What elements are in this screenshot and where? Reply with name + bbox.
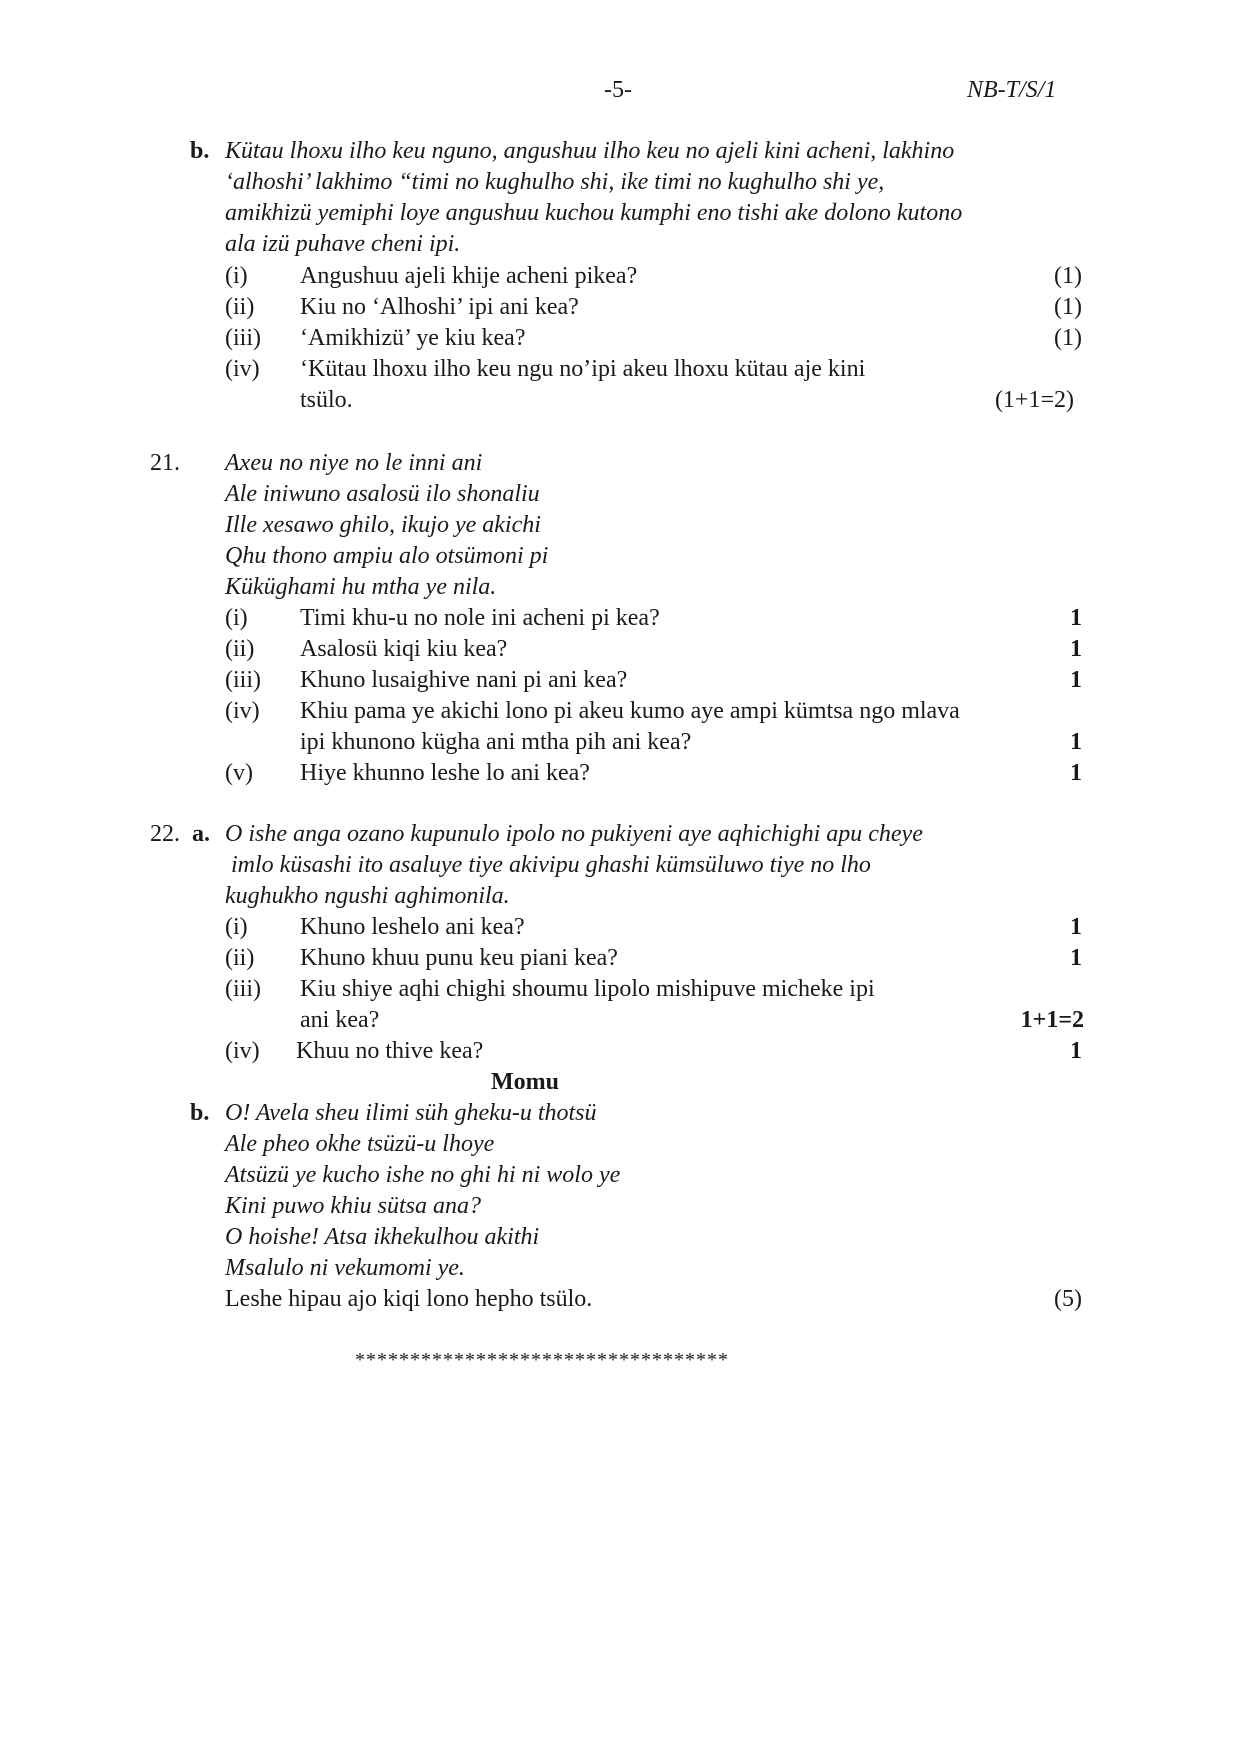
item-marks: (5) <box>1054 1286 1082 1312</box>
item-text-continued: ani kea? <box>300 1007 380 1033</box>
item-marks: 1 <box>1070 945 1082 971</box>
item-number: (i) <box>225 605 248 631</box>
q20b-passage-line: Kütau lhoxu ilho keu nguno, angushuu ilho keu no ajeli kini acheni, lakhino <box>225 138 955 164</box>
q21-poem-line: Ale iniwuno asalosü ilo shonaliu <box>225 481 540 507</box>
item-marks: 1 <box>1070 914 1082 940</box>
item-number: (iii) <box>225 667 261 693</box>
item-text: Angushuu ajeli khije acheni pikea? <box>300 263 638 289</box>
q21-poem-line: Küküghami hu mtha ye nila. <box>225 574 497 600</box>
q22a-label: a. <box>192 821 210 847</box>
item-text: ‘Kütau lhoxu ilho keu ngu no’ipi akeu lhoxu kütau aje kini <box>300 356 866 382</box>
item-marks: (1) <box>1054 263 1082 289</box>
item-marks: 1 <box>1070 760 1082 786</box>
item-number: (iv) <box>225 356 260 382</box>
q22b-poem-line: Kini puwo khiu sütsa ana? <box>225 1193 482 1219</box>
item-marks: (1) <box>1054 325 1082 351</box>
q22b-label: b. <box>190 1100 210 1126</box>
item-number: (i) <box>225 263 248 289</box>
item-text: Asalosü kiqi kiu kea? <box>300 636 508 662</box>
paper-code: NB-T/S/1 <box>967 77 1057 103</box>
item-number: (iii) <box>225 325 261 351</box>
item-number: (ii) <box>225 636 255 662</box>
item-number: (ii) <box>225 294 255 320</box>
item-marks: 1 <box>1070 1038 1082 1064</box>
q22a-passage-line: O ishe anga ozano kupunulo ipolo no pukiyeni aye aqhichighi apu cheye <box>225 821 923 847</box>
q22b-poem-line: O! Avela sheu ilimi süh gheku-u thotsü <box>225 1100 597 1126</box>
q22b-poem-line: Ale pheo okhe tsüzü-u lhoye <box>225 1131 495 1157</box>
q21-poem-line: Axeu no niye no le inni ani <box>225 450 483 476</box>
q20b-passage-line: amikhizü yemiphi loye angushuu kuchou kumphi eno tishi ake dolono kutono <box>225 200 963 226</box>
or-separator: Momu <box>491 1069 559 1095</box>
q22b-poem-line: Msalulo ni vekumomi ye. <box>225 1255 465 1281</box>
q22b-instruction: Leshe hipau ajo kiqi lono hepho tsülo. <box>225 1286 593 1312</box>
item-text: Khuno lusaighive nani pi ani kea? <box>300 667 628 693</box>
item-text-continued: ipi khunono kügha ani mtha pih ani kea? <box>300 729 692 755</box>
item-number: (i) <box>225 914 248 940</box>
item-text: Khuno leshelo ani kea? <box>300 914 525 940</box>
q21-poem-line: Ille xesawo ghilo, ikujo ye akichi <box>225 512 541 538</box>
item-marks: 1 <box>1070 605 1082 631</box>
q21-poem-line: Qhu thono ampiu alo otsümoni pi <box>225 543 549 569</box>
item-text: Timi khu-u no nole ini acheni pi kea? <box>300 605 660 631</box>
item-number: (iv) <box>225 698 260 724</box>
item-number: (ii) <box>225 945 255 971</box>
page-number: -5- <box>604 77 632 103</box>
end-of-paper-marker: ********************************** <box>355 1349 729 1371</box>
item-number: (v) <box>225 760 253 786</box>
item-marks: 1+1=2 <box>1020 1007 1084 1033</box>
item-number: (iv) <box>225 1038 260 1064</box>
q22b-poem-line: Atsüzü ye kucho ishe no ghi hi ni wolo ye <box>225 1162 621 1188</box>
item-text-continued: tsülo. <box>300 387 353 413</box>
item-marks: (1+1=2) <box>994 387 1074 413</box>
item-marks: 1 <box>1070 636 1082 662</box>
q20b-label: b. <box>190 138 210 164</box>
item-marks: 1 <box>1070 667 1082 693</box>
item-text: Khuu no thive kea? <box>296 1038 484 1064</box>
q20b-passage-line: ala izü puhave cheni ipi. <box>225 231 461 257</box>
q22-label: 22. <box>150 821 180 847</box>
q20b-passage-line: ‘alhoshi’ lakhimo “timi no kughulho shi, ike timi no kughulho shi ye, <box>225 169 885 195</box>
item-text: Khiu pama ye akichi lono pi akeu kumo aye ampi kümtsa ngo mlava <box>300 698 960 724</box>
item-marks: (1) <box>1054 294 1082 320</box>
q22a-passage-line: kughukho ngushi aghimonila. <box>225 883 510 909</box>
item-marks: 1 <box>1070 729 1082 755</box>
q22a-passage-line: imlo küsashi ito asaluye tiye akivipu ghashi kümsüluwo tiye no lho <box>231 852 871 878</box>
item-text: Kiu shiye aqhi chighi shoumu lipolo mishipuve micheke ipi <box>300 976 875 1002</box>
item-number: (iii) <box>225 976 261 1002</box>
item-text: ‘Amikhizü’ ye kiu kea? <box>300 325 526 351</box>
item-text: Kiu no ‘Alhoshi’ ipi ani kea? <box>300 294 579 320</box>
item-text: Khuno khuu punu keu piani kea? <box>300 945 618 971</box>
q21-label: 21. <box>150 450 180 476</box>
q22b-poem-line: O hoishe! Atsa ikhekulhou akithi <box>225 1224 540 1250</box>
item-text: Hiye khunno leshe lo ani kea? <box>300 760 590 786</box>
